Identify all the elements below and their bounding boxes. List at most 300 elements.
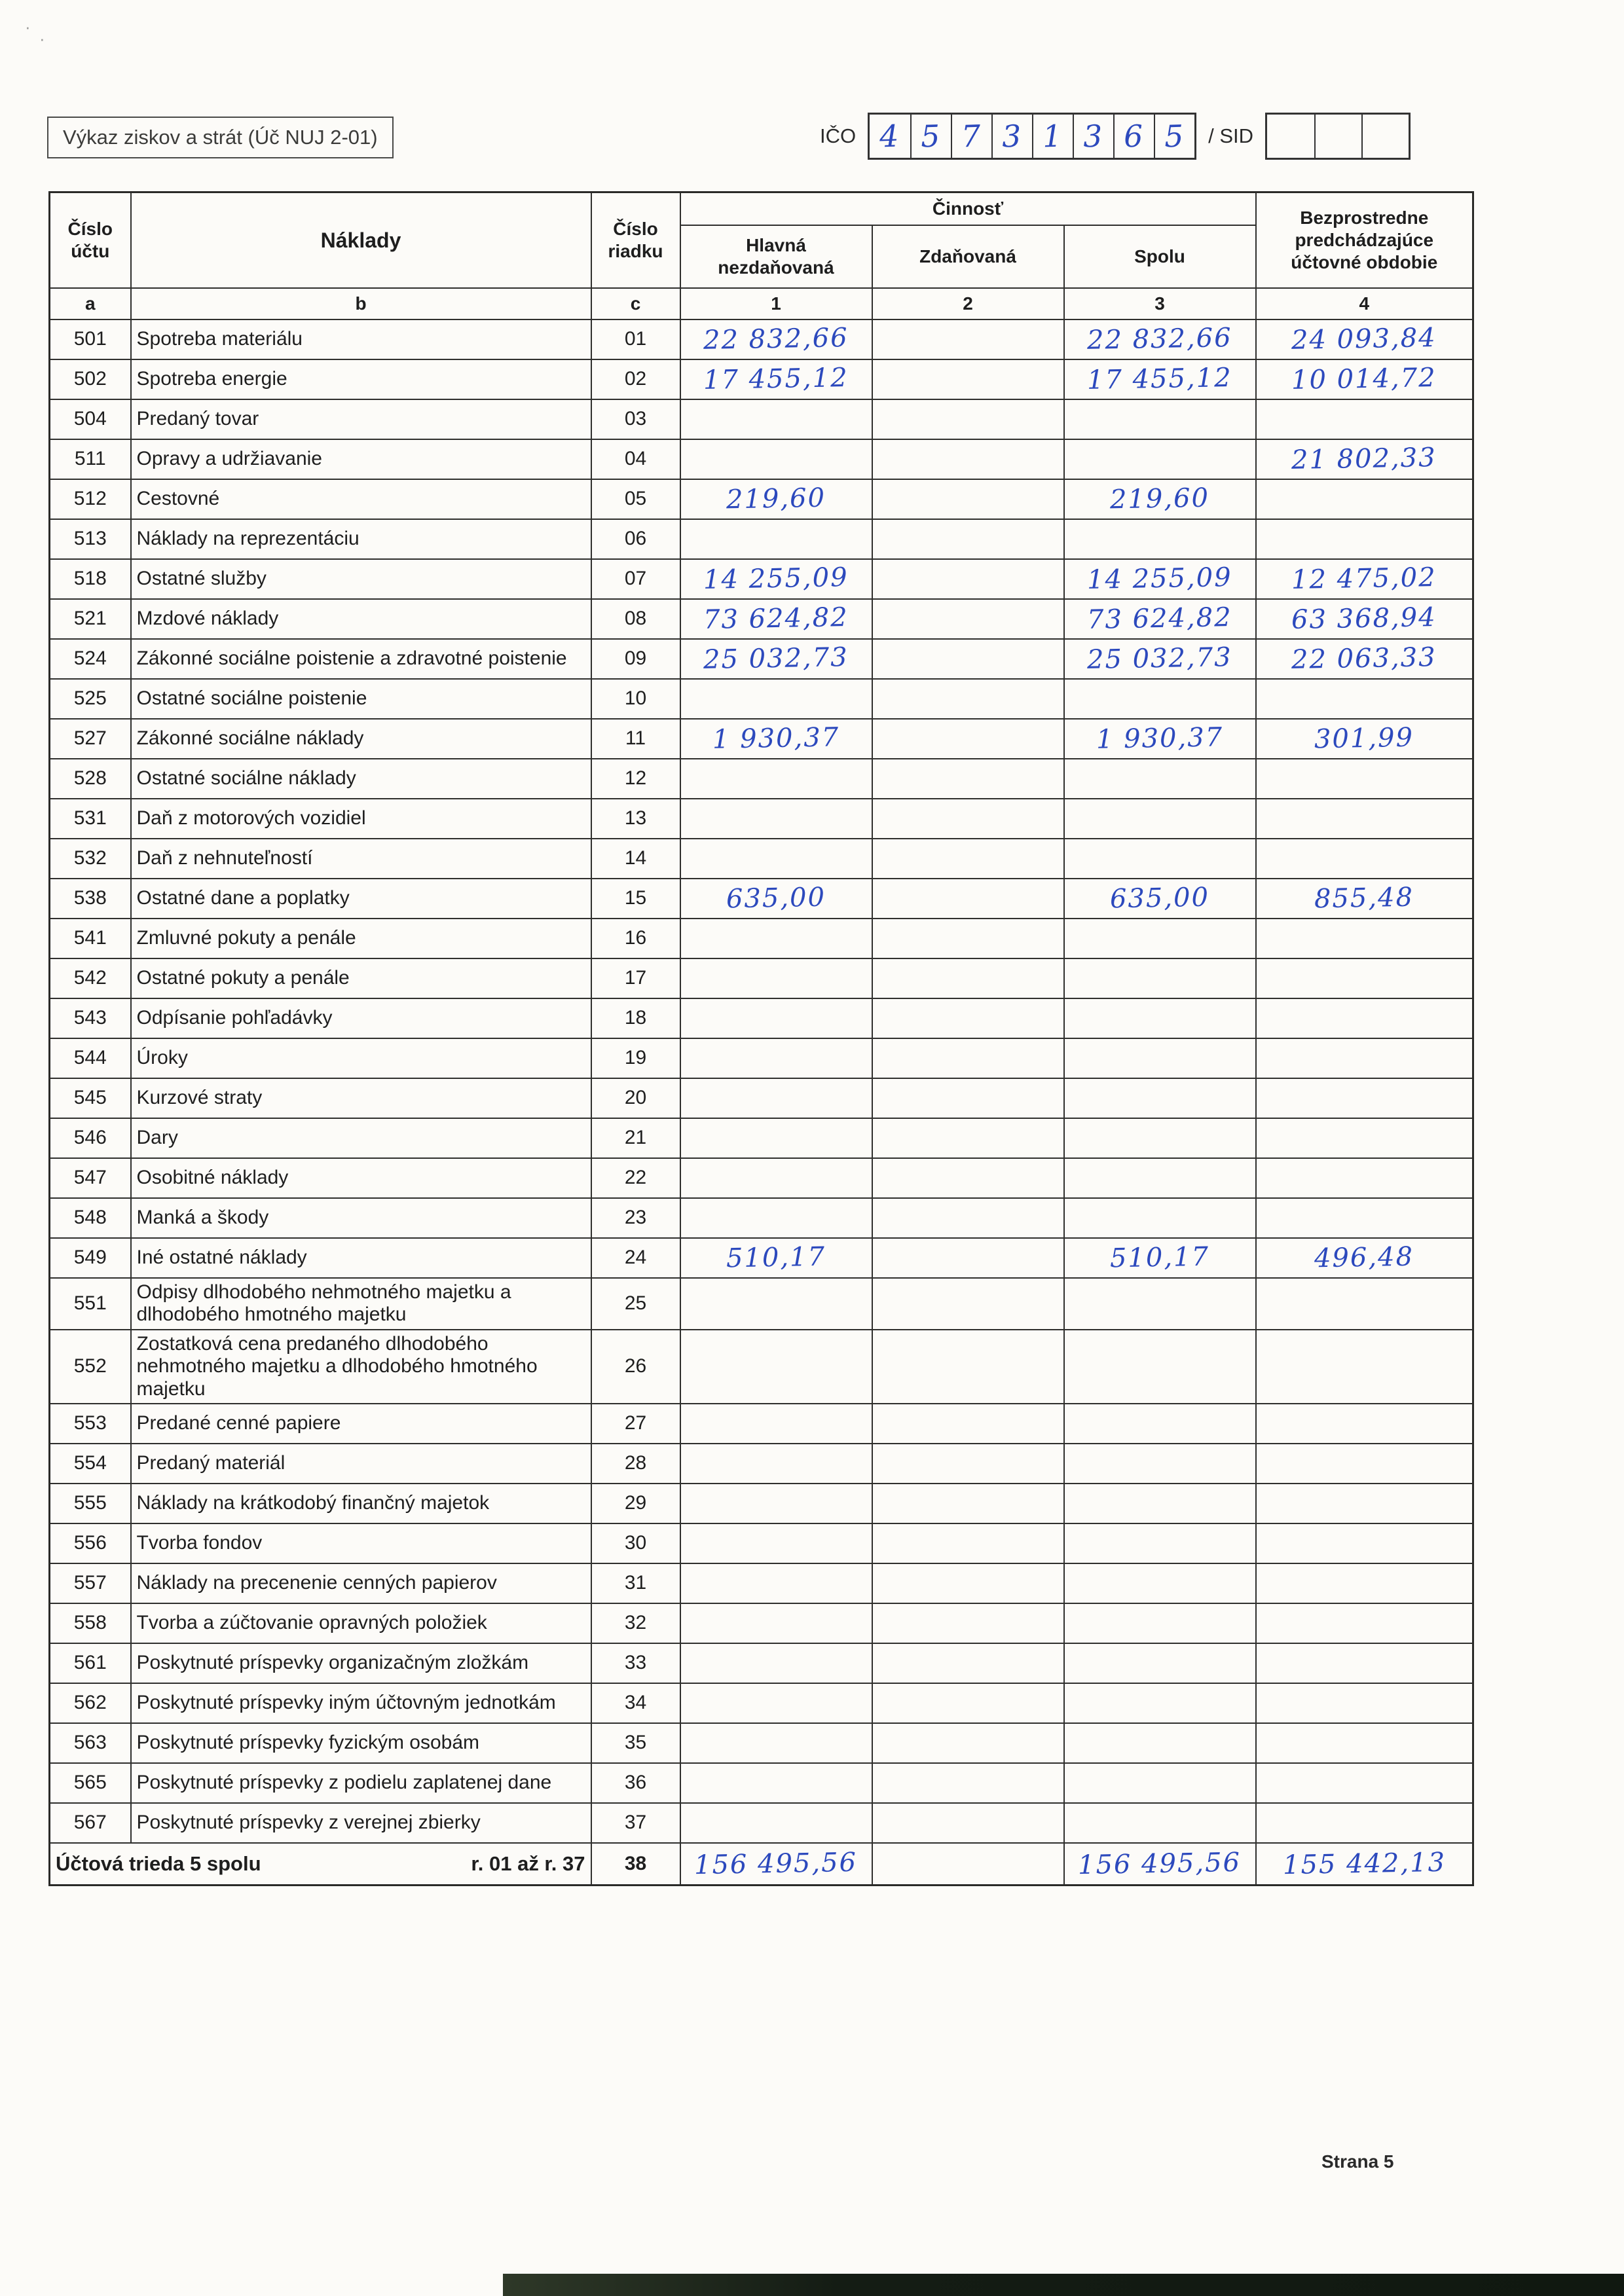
name-cell: Daň z nehnuteľností	[131, 839, 591, 879]
name-cell: Predaný tovar	[131, 399, 591, 439]
col-number-3: 3	[1064, 288, 1256, 319]
account-cell: 525	[50, 679, 131, 719]
value-cell-total	[1064, 879, 1256, 919]
value-cell-total	[1064, 958, 1256, 998]
value-cell-taxed	[872, 1563, 1064, 1603]
value-cell-total	[1064, 1603, 1256, 1643]
line-cell: 08	[591, 599, 680, 639]
name-cell: Daň z motorových vozidiel	[131, 799, 591, 839]
scan-artifact-dot: ·	[25, 17, 31, 37]
handwritten-value: 496,48	[1314, 1241, 1414, 1274]
value-cell-previous	[1256, 1683, 1473, 1723]
value-cell-taxed	[872, 359, 1064, 399]
line-cell: 28	[591, 1444, 680, 1484]
handwritten-value: 219,60	[726, 483, 826, 515]
value-cell-previous	[1256, 1523, 1473, 1563]
account-cell: 563	[50, 1723, 131, 1763]
handwritten-value: 22 832,66	[703, 323, 849, 355]
ico-label: IČO	[820, 124, 857, 147]
value-cell-main	[680, 439, 872, 479]
account-cell: 554	[50, 1444, 131, 1484]
name-cell: Zákonné sociálne náklady	[131, 719, 591, 759]
account-cell: 556	[50, 1523, 131, 1563]
value-cell-previous	[1256, 759, 1473, 799]
value-cell-previous	[1256, 479, 1473, 519]
account-cell: 511	[50, 439, 131, 479]
name-cell: Ostatné pokuty a penále	[131, 958, 591, 998]
value-cell-total	[1064, 1158, 1256, 1198]
account-cell: 532	[50, 839, 131, 879]
account-cell: 521	[50, 599, 131, 639]
value-cell-taxed	[872, 599, 1064, 639]
line-cell: 11	[591, 719, 680, 759]
value-cell-previous	[1256, 1038, 1473, 1078]
handwritten-value: 73 624,82	[703, 602, 849, 635]
account-cell: 501	[50, 319, 131, 359]
table-row	[50, 1643, 1473, 1683]
line-cell: 36	[591, 1763, 680, 1803]
line-cell: 30	[591, 1523, 680, 1563]
name-cell: Poskytnuté príspevky iným účtovným jednotkám	[131, 1683, 591, 1723]
account-cell: 548	[50, 1198, 131, 1238]
handwritten-value: 1 930,37	[1096, 722, 1224, 755]
sid-cell	[1267, 115, 1314, 158]
ico-digit: 4	[879, 118, 901, 155]
ico-digit: 6	[1123, 118, 1145, 155]
line-cell: 14	[591, 839, 680, 879]
name-cell: Ostatné dane a poplatky	[131, 879, 591, 919]
header-expenses: Náklady	[131, 192, 591, 288]
table-row	[50, 1198, 1473, 1238]
ico-boxes	[868, 113, 1196, 160]
table-row	[50, 1330, 1473, 1404]
table-row	[50, 399, 1473, 439]
line-cell: 09	[591, 639, 680, 679]
name-cell: Ostatné služby	[131, 559, 591, 599]
name-cell: Predané cenné papiere	[131, 1404, 591, 1444]
line-cell: 31	[591, 1563, 680, 1603]
total-label: Účtová trieda 5 spolu	[56, 1851, 261, 1875]
sid-cell	[1361, 115, 1409, 158]
table-row	[50, 839, 1473, 879]
account-cell: 546	[50, 1118, 131, 1158]
value-cell-taxed	[872, 1330, 1064, 1404]
value-cell-previous	[1256, 1563, 1473, 1603]
account-cell: 555	[50, 1484, 131, 1523]
value-cell-main	[680, 1118, 872, 1158]
account-cell: 538	[50, 879, 131, 919]
value-cell-taxed	[872, 1198, 1064, 1238]
total-range: r. 01 až r. 37	[471, 1851, 585, 1875]
account-cell: 527	[50, 719, 131, 759]
table-row	[50, 1038, 1473, 1078]
line-cell: 06	[591, 519, 680, 559]
total-value-taxed	[872, 1843, 1064, 1885]
value-cell-main	[680, 1198, 872, 1238]
value-cell-taxed	[872, 1158, 1064, 1198]
handwritten-value: 510,17	[1109, 1241, 1210, 1274]
value-cell-total	[1064, 599, 1256, 639]
account-cell: 541	[50, 919, 131, 958]
handwritten-value: 635,00	[1109, 882, 1210, 915]
value-cell-total	[1064, 1683, 1256, 1723]
table-row	[50, 519, 1473, 559]
account-cell: 558	[50, 1603, 131, 1643]
value-cell-previous	[1256, 1278, 1473, 1330]
value-cell-total	[1064, 319, 1256, 359]
line-cell: 13	[591, 799, 680, 839]
value-cell-taxed	[872, 479, 1064, 519]
value-cell-total	[1064, 1803, 1256, 1843]
table-row	[50, 998, 1473, 1038]
name-cell: Poskytnuté príspevky organizačným zložkám	[131, 1643, 591, 1683]
ico-digit: 5	[920, 118, 942, 155]
line-cell: 33	[591, 1643, 680, 1683]
value-cell-previous	[1256, 1603, 1473, 1643]
value-cell-total	[1064, 439, 1256, 479]
table-row	[50, 958, 1473, 998]
value-cell-previous	[1256, 639, 1473, 679]
value-cell-total	[1064, 1118, 1256, 1158]
table-row	[50, 1603, 1473, 1643]
value-cell-taxed	[872, 759, 1064, 799]
value-cell-main	[680, 1603, 872, 1643]
line-cell: 27	[591, 1404, 680, 1444]
header-total: Spolu	[1064, 225, 1256, 288]
handwritten-value: 25 032,73	[1086, 642, 1233, 675]
value-cell-total	[1064, 1723, 1256, 1763]
value-cell-main	[680, 359, 872, 399]
handwritten-value: 635,00	[726, 882, 826, 915]
value-cell-total	[1064, 1643, 1256, 1683]
line-cell: 35	[591, 1723, 680, 1763]
value-cell-main	[680, 519, 872, 559]
account-cell: 557	[50, 1563, 131, 1603]
line-cell: 23	[591, 1198, 680, 1238]
value-cell-total	[1064, 998, 1256, 1038]
handwritten-value: 24 093,84	[1291, 323, 1437, 355]
header-taxed: Zdaňovaná	[872, 225, 1064, 288]
name-cell: Zákonné sociálne poistenie a zdravotné poistenie	[131, 639, 591, 679]
value-cell-taxed	[872, 998, 1064, 1038]
line-cell: 32	[591, 1603, 680, 1643]
total-value-main: 156 495,56	[680, 1843, 872, 1885]
value-cell-main	[680, 958, 872, 998]
value-cell-taxed	[872, 1763, 1064, 1803]
value-cell-previous	[1256, 1118, 1473, 1158]
table-row	[50, 479, 1473, 519]
value-cell-main	[680, 399, 872, 439]
table-row	[50, 1158, 1473, 1198]
name-cell: Mzdové náklady	[131, 599, 591, 639]
name-cell: Zmluvné pokuty a penále	[131, 919, 591, 958]
line-cell: 29	[591, 1484, 680, 1523]
sid-cell	[1314, 115, 1361, 158]
ico-digit-cell	[1154, 115, 1194, 158]
value-cell-taxed	[872, 559, 1064, 599]
table-row	[50, 1563, 1473, 1603]
table-row	[50, 1444, 1473, 1484]
ico-digit-cell	[991, 115, 1032, 158]
value-cell-previous	[1256, 1763, 1473, 1803]
value-cell-total	[1064, 799, 1256, 839]
name-cell: Poskytnuté príspevky fyzickým osobám	[131, 1723, 591, 1763]
value-cell-previous	[1256, 519, 1473, 559]
expense-table-total	[50, 1843, 1473, 1885]
value-cell-total	[1064, 759, 1256, 799]
table-row	[50, 679, 1473, 719]
value-cell-main	[680, 1078, 872, 1118]
value-cell-main	[680, 998, 872, 1038]
value-cell-taxed	[872, 679, 1064, 719]
value-cell-taxed	[872, 799, 1064, 839]
value-cell-taxed	[872, 639, 1064, 679]
line-cell: 05	[591, 479, 680, 519]
account-cell: 551	[50, 1278, 131, 1330]
line-cell: 17	[591, 958, 680, 998]
form-title: Výkaz ziskov a strát (Úč NUJ 2-01)	[63, 126, 378, 149]
table-row	[50, 799, 1473, 839]
header-account: Číslo účtu	[50, 192, 131, 288]
value-cell-main	[680, 719, 872, 759]
line-cell: 12	[591, 759, 680, 799]
account-cell: 553	[50, 1404, 131, 1444]
value-cell-total	[1064, 1404, 1256, 1444]
name-cell: Spotreba materiálu	[131, 319, 591, 359]
total-value-previous: 155 442,13	[1256, 1843, 1473, 1885]
table-row	[50, 639, 1473, 679]
line-cell: 26	[591, 1330, 680, 1404]
value-cell-main	[680, 639, 872, 679]
table-row	[50, 319, 1473, 359]
ico-digit-cell	[1032, 115, 1073, 158]
account-cell: 518	[50, 559, 131, 599]
account-cell: 549	[50, 1238, 131, 1278]
line-cell: 34	[591, 1683, 680, 1723]
value-cell-previous	[1256, 919, 1473, 958]
name-cell: Zostatková cena predaného dlhodobého nehmotného majetku a dlhodobého hmotného majetku	[131, 1330, 591, 1404]
header-main-untaxed: Hlavná nezdaňovaná	[680, 225, 872, 288]
header-previous-period: Bezprostredne predchádzajúce účtovné obdobie	[1256, 192, 1473, 288]
name-cell: Odpisy dlhodobého nehmotného majetku a dlhodobého hmotného majetku	[131, 1278, 591, 1330]
handwritten-value: 17 455,12	[1086, 363, 1233, 395]
name-cell: Náklady na krátkodobý finančný majetok	[131, 1484, 591, 1523]
value-cell-total	[1064, 919, 1256, 958]
name-cell: Manká a škody	[131, 1198, 591, 1238]
handwritten-value: 73 624,82	[1086, 602, 1233, 635]
value-cell-taxed	[872, 1723, 1064, 1763]
value-cell-previous	[1256, 359, 1473, 399]
account-cell: 565	[50, 1763, 131, 1803]
line-cell: 03	[591, 399, 680, 439]
name-cell: Poskytnuté príspevky z podielu zaplatenej dane	[131, 1763, 591, 1803]
value-cell-taxed	[872, 519, 1064, 559]
account-cell: 513	[50, 519, 131, 559]
value-cell-previous	[1256, 1198, 1473, 1238]
handwritten-value: 14 255,09	[703, 562, 849, 595]
value-cell-total	[1064, 639, 1256, 679]
value-cell-previous	[1256, 1158, 1473, 1198]
value-cell-total	[1064, 1330, 1256, 1404]
header-line-number: Číslo riadku	[591, 192, 680, 288]
value-cell-total	[1064, 1484, 1256, 1523]
name-cell: Iné ostatné náklady	[131, 1238, 591, 1278]
header-activity: Činnosť	[680, 192, 1256, 225]
value-cell-total	[1064, 1038, 1256, 1078]
value-cell-main	[680, 479, 872, 519]
table-row	[50, 719, 1473, 759]
value-cell-main	[680, 1523, 872, 1563]
table-row	[50, 1118, 1473, 1158]
account-cell: 544	[50, 1038, 131, 1078]
handwritten-value: 17 455,12	[703, 363, 849, 395]
value-cell-taxed	[872, 399, 1064, 439]
value-cell-main	[680, 1404, 872, 1444]
line-cell: 10	[591, 679, 680, 719]
value-cell-taxed	[872, 1278, 1064, 1330]
value-cell-taxed	[872, 439, 1064, 479]
value-cell-previous	[1256, 879, 1473, 919]
line-cell: 04	[591, 439, 680, 479]
value-cell-total	[1064, 399, 1256, 439]
table-row	[50, 1484, 1473, 1523]
table-row	[50, 1078, 1473, 1118]
value-cell-taxed	[872, 1118, 1064, 1158]
scan-artifact-dot: ·	[39, 29, 45, 48]
value-cell-previous	[1256, 799, 1473, 839]
value-cell-taxed	[872, 719, 1064, 759]
value-cell-main	[680, 599, 872, 639]
table-row	[50, 1683, 1473, 1723]
total-label-cell	[50, 1843, 591, 1885]
line-cell: 18	[591, 998, 680, 1038]
account-cell: 562	[50, 1683, 131, 1723]
value-cell-total	[1064, 679, 1256, 719]
value-cell-main	[680, 679, 872, 719]
page-number: Strana 5	[1321, 2151, 1394, 2172]
name-cell: Náklady na precenenie cenných papierov	[131, 1563, 591, 1603]
ico-digit-cell	[951, 115, 991, 158]
value-cell-previous	[1256, 1643, 1473, 1683]
line-cell: 01	[591, 319, 680, 359]
table-row	[50, 879, 1473, 919]
handwritten-value: 21 802,33	[1291, 443, 1437, 475]
value-cell-main	[680, 1158, 872, 1198]
line-cell: 19	[591, 1038, 680, 1078]
expense-table-header	[50, 192, 1473, 319]
value-cell-taxed	[872, 1484, 1064, 1523]
sid-boxes	[1265, 113, 1411, 160]
ico-digit: 5	[1164, 118, 1186, 155]
value-cell-total	[1064, 719, 1256, 759]
line-cell: 02	[591, 359, 680, 399]
account-cell: 552	[50, 1330, 131, 1404]
table-row	[50, 919, 1473, 958]
name-cell: Cestovné	[131, 479, 591, 519]
value-cell-main	[680, 1238, 872, 1278]
value-cell-previous	[1256, 1078, 1473, 1118]
account-cell: 567	[50, 1803, 131, 1843]
value-cell-previous	[1256, 1444, 1473, 1484]
col-letter-a: a	[50, 288, 131, 319]
value-cell-total	[1064, 1238, 1256, 1278]
account-cell: 502	[50, 359, 131, 399]
name-cell: Odpísanie pohľadávky	[131, 998, 591, 1038]
line-cell: 25	[591, 1278, 680, 1330]
name-cell: Kurzové straty	[131, 1078, 591, 1118]
value-cell-total	[1064, 1278, 1256, 1330]
total-row	[50, 1843, 1473, 1885]
name-cell: Predaný materiál	[131, 1444, 591, 1484]
value-cell-main	[680, 759, 872, 799]
name-cell: Ostatné sociálne poistenie	[131, 679, 591, 719]
value-cell-previous	[1256, 679, 1473, 719]
value-cell-total	[1064, 839, 1256, 879]
value-cell-taxed	[872, 1683, 1064, 1723]
account-cell: 528	[50, 759, 131, 799]
account-cell: 504	[50, 399, 131, 439]
value-cell-main	[680, 1484, 872, 1523]
total-value-total: 156 495,56	[1064, 1843, 1256, 1885]
name-cell: Tvorba fondov	[131, 1523, 591, 1563]
value-cell-total	[1064, 359, 1256, 399]
value-cell-taxed	[872, 879, 1064, 919]
sid-label: / SID	[1208, 124, 1254, 147]
table-row	[50, 759, 1473, 799]
line-cell: 24	[591, 1238, 680, 1278]
value-cell-previous	[1256, 599, 1473, 639]
account-cell: 512	[50, 479, 131, 519]
handwritten-value: 1 930,37	[712, 722, 840, 755]
value-cell-previous	[1256, 998, 1473, 1038]
ico-digit: 1	[1042, 118, 1064, 155]
value-cell-main	[680, 1643, 872, 1683]
name-cell: Úroky	[131, 1038, 591, 1078]
value-cell-taxed	[872, 1603, 1064, 1643]
value-cell-previous	[1256, 559, 1473, 599]
value-cell-total	[1064, 1078, 1256, 1118]
value-cell-total	[1064, 1198, 1256, 1238]
value-cell-main	[680, 799, 872, 839]
value-cell-taxed	[872, 839, 1064, 879]
name-cell: Opravy a udržiavanie	[131, 439, 591, 479]
table-row	[50, 1763, 1473, 1803]
ico-digit-cell	[1113, 115, 1154, 158]
name-cell: Spotreba energie	[131, 359, 591, 399]
value-cell-taxed	[872, 1238, 1064, 1278]
line-cell: 21	[591, 1118, 680, 1158]
value-cell-taxed	[872, 1038, 1064, 1078]
value-cell-taxed	[872, 1523, 1064, 1563]
ico-digit-cell	[1073, 115, 1113, 158]
line-cell: 20	[591, 1078, 680, 1118]
value-cell-total	[1064, 1523, 1256, 1563]
handwritten-value: 63 368,94	[1291, 602, 1437, 635]
ico-digit-cell	[870, 115, 910, 158]
line-cell: 16	[591, 919, 680, 958]
value-cell-taxed	[872, 319, 1064, 359]
value-cell-taxed	[872, 1404, 1064, 1444]
handwritten-value: 22 832,66	[1086, 323, 1233, 355]
handwritten-value: 510,17	[726, 1241, 826, 1274]
expense-table-body	[50, 319, 1473, 1844]
value-cell-previous	[1256, 1484, 1473, 1523]
line-cell: 37	[591, 1803, 680, 1843]
name-cell: Náklady na reprezentáciu	[131, 519, 591, 559]
table-row	[50, 1238, 1473, 1278]
value-cell-main	[680, 1444, 872, 1484]
value-cell-main	[680, 1683, 872, 1723]
